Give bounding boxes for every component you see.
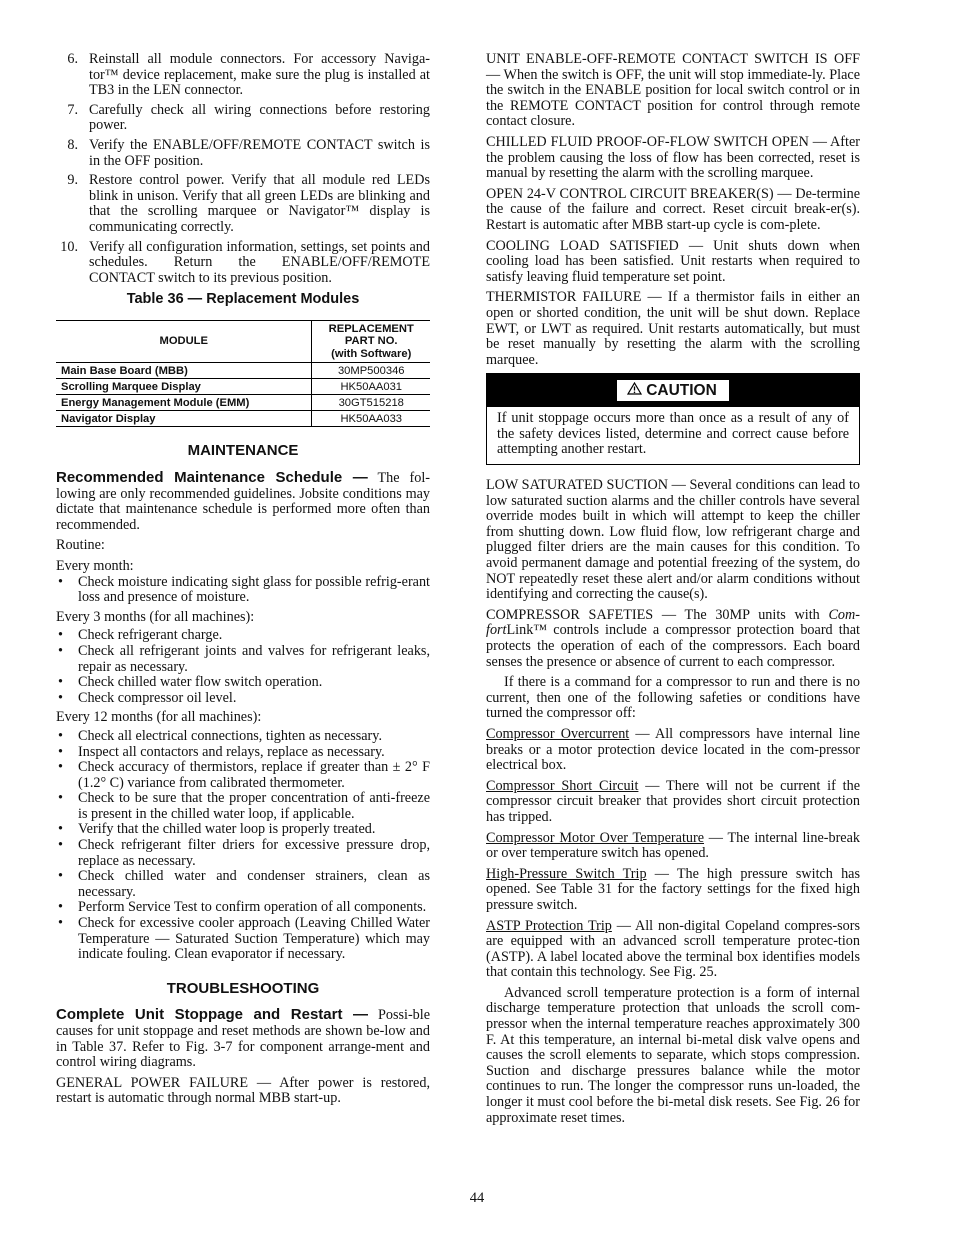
maintenance-heading: MAINTENANCE <box>187 442 299 460</box>
caution-text: If unit stoppage occurs more than once as a result of any of the safety devices listed, determine and correct cause before attempting another restart. <box>497 410 849 458</box>
list-item: • Check chilled water and condenser strainers, clean as necessary. <box>56 869 430 900</box>
cooling-load-paragraph: COOLING LOAD SATISFIED — Unit shuts down when cooling load has been satisfied. Unit restarts when required to satisfy leaving fluid temperature set point. <box>486 237 860 285</box>
annual-checklist <box>56 729 430 963</box>
caution-box <box>486 373 860 465</box>
short-circuit-paragraph: Compressor Short Circuit — There will not be current if the compressor circuit breaker that provides short circuit protection has tripped. <box>486 777 860 825</box>
list-item: • Perform Service Test to confirm operation of all components. <box>56 900 430 916</box>
list-item: 6. Reinstall all module connectors. For accessory Naviga-tor™ device replacement, make sure the plug is installed at TB3 in the LEN connector. <box>67 51 430 99</box>
procedure-steps <box>56 52 430 286</box>
list-item: 8. Verify the ENABLE/OFF/REMOTE CONTACT switch is in the OFF position. <box>67 136 430 169</box>
schedule-intro: Recommended Maintenance Schedule — The fol-lowing are only recommended guidelines. Jobsite conditions may dictate that maintenance schedule is performed more often than recommended. <box>56 469 430 533</box>
every-month-label: Every month: <box>56 557 134 574</box>
list-item: • Check moisture indicating sight glass for possible refrig-erant loss and presence of moisture. <box>56 575 430 606</box>
compressor-safeties-paragraph: COMPRESSOR SAFETIES — The 30MP units with Com-fortLink™ controls include a compressor protection board that protects the operation of each of the compressors. Each board senses the presence or absence of current to each compressor. <box>486 606 860 670</box>
warning-triangle-icon <box>627 382 642 399</box>
table-row: Navigator Display HK50AA033 <box>56 411 430 427</box>
high-pressure-paragraph: High-Pressure Switch Trip — The high pressure switch has opened. See Table 31 for the factory settings for the fixed high pressure switch. <box>486 865 860 913</box>
stoppage-heading: Complete Unit Stoppage and Restart — <box>56 1006 369 1024</box>
list-item: • Check chilled water flow switch operation. <box>56 675 430 691</box>
switch-off-paragraph: UNIT ENABLE-OFF-REMOTE CONTACT SWITCH IS OFF — When the switch is OFF, the unit will stop immediate-ly. Place the switch in the ENABLE position for local switch control or in the REMOTE CONTACT position for control through remote contact closure. <box>486 51 860 130</box>
list-item: • Check for excessive cooler approach (Leaving Chilled Water Temperature — Saturated Suction Temperature) which may indicate fouling. Clean evaporator if necessary. <box>56 916 430 963</box>
breaker-paragraph: OPEN 24-V CONTROL CIRCUIT BREAKER(S) — De-termine the cause of the failure and correct. Reset circuit break-er(s). Restart is automatic after MBB start-up cycle is com-plete. <box>486 185 860 233</box>
caution-label: CAUTION <box>646 381 717 399</box>
list-item: 9. Restore control power. Verify that all module red LEDs blink in unison. Verify that all green LEDs are blinking and that the scrolling marquee or Navigator™ display is communicating correctly. <box>67 172 430 235</box>
every-12-months-label: Every 12 months (for all machines): <box>56 709 262 726</box>
list-item: • Check refrigerant charge. <box>56 628 430 644</box>
astp-detail-paragraph: Advanced scroll temperature protection is a form of internal discharge temperature protection that unloads the scroll com-pressor when the internal temperature reaches approximately 300 F. At this temperature, an internal bi-metal disk valve opens and causes the scroll elements to separate, which stops compression. Suction and discharge pressures balance while the motor continues to run. The longer the compressor runs un-loaded, the longer it must cool before the bi-metal disk resets. See Fig. 26 for approximate reset times. <box>486 984 860 1126</box>
thermistor-paragraph: THERMISTOR FAILURE — If a thermistor fails in either an open or shorted condition, the unit will be shut down. Replace EWT, or LWT as required. Unit restarts automatically, but must be reset manually by resetting the alarm with the scrolling marquee. <box>486 289 860 368</box>
list-item: • Verify that the chilled water loop is properly treated. <box>56 822 430 838</box>
routine-label: Routine: <box>56 537 105 554</box>
list-item: • Check all refrigerant joints and valves for refrigerant leaks, repair as necessary. <box>56 644 430 675</box>
monthly-checklist <box>56 575 430 606</box>
quarterly-checklist <box>56 628 430 706</box>
table-row: Energy Management Module (EMM) 30GT515218 <box>56 395 430 411</box>
over-temperature-paragraph: Compressor Motor Over Temperature — The internal line-break or over temperature switch has opened. <box>486 829 860 862</box>
power-failure-paragraph: GENERAL POWER FAILURE — After power is restored, restart is automatic through normal MBB start-up. <box>56 1074 430 1107</box>
list-item: 7. Carefully check all wiring connections before restoring power. <box>67 101 430 134</box>
table-row: Main Base Board (MBB) 30MP500346 <box>56 363 430 379</box>
list-item: 10. Verify all configuration information, settings, set points and schedules. Return the ENABLE/OFF/REMOTE CONTACT switch to its previous position. <box>60 238 430 286</box>
caution-banner <box>487 374 859 407</box>
list-item: • Check accuracy of thermistors, replace if greater than ± 2° F (1.2° C) variance from calibrated thermometer. <box>56 760 430 791</box>
stoppage-intro: Complete Unit Stoppage and Restart — Possi-ble causes for unit stoppage and reset methods are shown be-low and in Table 37. Refer to Fig. 3-7 for component arrange-ment and control wiring diagrams. <box>56 1006 431 1071</box>
list-item: • Check to be sure that the proper concentration of anti-freeze is present in the chilled water loop, if applicable. <box>56 791 430 822</box>
overcurrent-paragraph: Compressor Overcurrent — All compressors have internal line breaks or a motor protection device located in the com-pressor electrical box. <box>486 725 860 774</box>
list-item: • Inspect all contactors and relays, replace as necessary. <box>56 745 430 761</box>
right-column <box>486 52 860 1131</box>
command-paragraph: If there is a command for a compressor to run and there is no current, then one of the following safeties or conditions have turned the compressor off: <box>486 674 860 722</box>
list-item: • Check refrigerant filter driers for excessive pressure drop, replace as necessary. <box>56 838 430 869</box>
column-header-module: MODULE <box>56 320 312 363</box>
table-title: Table 36 — Replacement Modules <box>126 291 360 308</box>
troubleshooting-heading: TROUBLESHOOTING <box>166 979 320 997</box>
low-suction-paragraph: LOW SATURATED SUCTION — Several conditions can lead to low saturated suction alarms and the chiller controls have several override modes built in which will attempt to keep the chiller from shutting down. Low fluid flow, low refrigerant charge and plugged filter driers are the main causes for this condition. To avoid permanent damage and potential freezing of the system, do NOT repeatedly reset these alert and/or alarm conditions without identifying and correcting the cause(s). <box>486 477 860 603</box>
flow-switch-paragraph: CHILLED FLUID PROOF-OF-FLOW SWITCH OPEN — After the problem causing the loss of flow has been corrected, reset is manual by resetting the alarm with the scrolling marquee. <box>486 133 860 182</box>
column-header-part: REPLACEMENT PART NO. (with Software) <box>312 320 430 363</box>
list-item: • Check compressor oil level. <box>56 691 430 707</box>
every-3-months-label: Every 3 months (for all machines): <box>56 608 255 625</box>
page-number: 44 <box>469 1190 485 1206</box>
list-item: • Check all electrical connections, tighten as necessary. <box>56 729 430 745</box>
table-header-row <box>56 320 430 363</box>
astp-paragraph: ASTP Protection Trip — All non-digital Copeland compres-sors are equipped with an advanced scroll temperature protec-tion (ASTP). A label located above the terminal box identifies models that contain this technology. See Fig. 25. <box>486 917 860 981</box>
schedule-heading: Recommended Maintenance Schedule — <box>56 469 368 486</box>
table-row: Scrolling Marquee Display HK50AA031 <box>56 379 430 395</box>
left-column <box>56 52 430 1112</box>
replacement-modules-table <box>56 320 430 428</box>
